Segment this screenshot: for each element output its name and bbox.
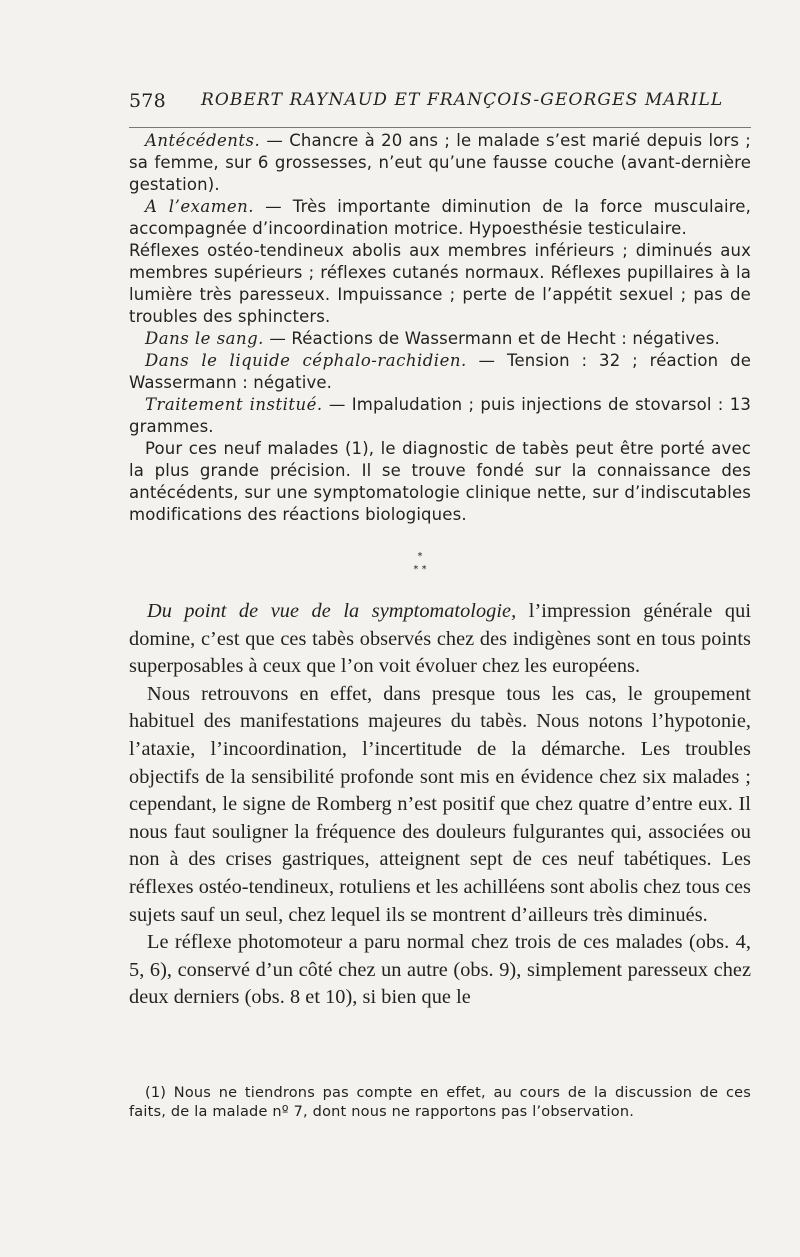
asterism-bottom: * *	[413, 564, 427, 575]
body-paragraph-3	[129, 929, 751, 1012]
body-paragraph-1-text: l’impression générale qui domine, c’est que ces tabès observés chez des indigènes sont en tous points superposables à ceux que l’on voit évoluer chez les européens.	[129, 600, 752, 678]
liquide-text: — Tension : 32 ; réaction de Wassermann : négative.	[129, 351, 751, 392]
traitement-paragraph	[129, 394, 751, 438]
conclusion-paragraph	[129, 438, 751, 526]
examen-label: A l’examen.	[145, 197, 255, 216]
antecedents-paragraph	[129, 130, 751, 196]
body-paragraph-2	[129, 681, 751, 929]
main-text	[129, 598, 751, 1012]
traitement-text: — Impaludation ; puis injections de stovarsol : 13 grammes.	[129, 395, 751, 436]
liquide-label: Dans le liquide céphalo-rachidien.	[145, 351, 467, 370]
asterism-top: *	[417, 551, 423, 562]
sang-text: — Réactions de Wassermann et de Hecht : négatives.	[263, 329, 720, 348]
liquide-paragraph	[129, 350, 751, 394]
page-number: 578	[129, 90, 166, 112]
examen-text: — Très importante diminution de la force musculaire, accompagnée d’incoordination motrice. Hypoesthésie testiculaire.	[129, 197, 751, 238]
examen-paragraph	[129, 196, 751, 240]
running-head: ROBERT RAYNAUD ET FRANÇOIS-GEORGES MARILL	[201, 90, 724, 110]
case-notes	[129, 130, 751, 526]
body-paragraph-1	[129, 598, 751, 681]
reflexes-paragraph	[129, 240, 751, 328]
conclusion-text: Pour ces neuf malades (1), le diagnostic de tabès peut être porté avec la plus grande précision. Il se trouve fondé sur la connaissance des antécédents, sur une symptomatologie clinique nette, sur d’indiscutables modifications des réactions biologiques.	[129, 439, 751, 524]
body-paragraph-2-text: Nous retrouvons en effet, dans presque tous les cas, le groupement habituel des manifestations majeures du tabès. Nous notons l’hypotonie, l’ataxie, l’incoordination, l’incertitude de la démarche. Les troubles objectifs de la sensibilité profonde sont mis en évidence chez six malades ; cependant, le signe de Romberg n’est positif que chez quatre d’entre eux. Il nous faut souligner la fréquence des douleurs fulgurantes qui, associées ou non à des crises gastriques, atteignent sept de ces neuf tabétiques. Les réflexes ostéo-tendineux, rotuliens et les achilléens sont abolis chez tous ces sujets sauf un seul, chez lequel ils se montrent d’ailleurs très diminués.	[129, 682, 751, 926]
sang-label: Dans le sang.	[145, 329, 264, 348]
footnote-text: (1) Nous ne tiendrons pas compte en effet, au cours de la discussion de ces faits, de la malade nº 7, dont nous ne rapportons pas l’observation.	[129, 1085, 751, 1120]
header-rule	[129, 127, 751, 128]
body-paragraph-3-text: Le réflexe photomoteur a paru normal chez trois de ces malades (obs. 4, 5, 6), conservé d’un côté chez un autre (obs. 9), simplement paresseux chez deux derniers (obs. 8 et 10), si bien que le	[129, 931, 751, 1009]
footnote	[129, 1084, 751, 1122]
section-asterism	[390, 550, 450, 576]
traitement-label: Traitement institué.	[145, 395, 323, 414]
antecedents-text: — Chancre à 20 ans ; le malade s’est marié depuis lors ; sa femme, sur 6 grossesses, n’eut qu’une fausse couche (avant-dernière gestation).	[129, 131, 751, 194]
symptomatologie-emphasis: Du point de vue de la symptomatologie,	[147, 600, 517, 622]
sang-paragraph	[129, 328, 751, 350]
page-header	[129, 90, 751, 116]
reflexes-text: Réflexes ostéo-tendineux abolis aux membres inférieurs ; diminués aux membres supérieurs ; réflexes cutanés normaux. Réflexes pupillaires à la lumière très paresseux. Impuissance ; perte de l’appétit sexuel ; pas de troubles des sphincters.	[129, 241, 751, 326]
antecedents-label: Antécédents.	[145, 131, 261, 150]
